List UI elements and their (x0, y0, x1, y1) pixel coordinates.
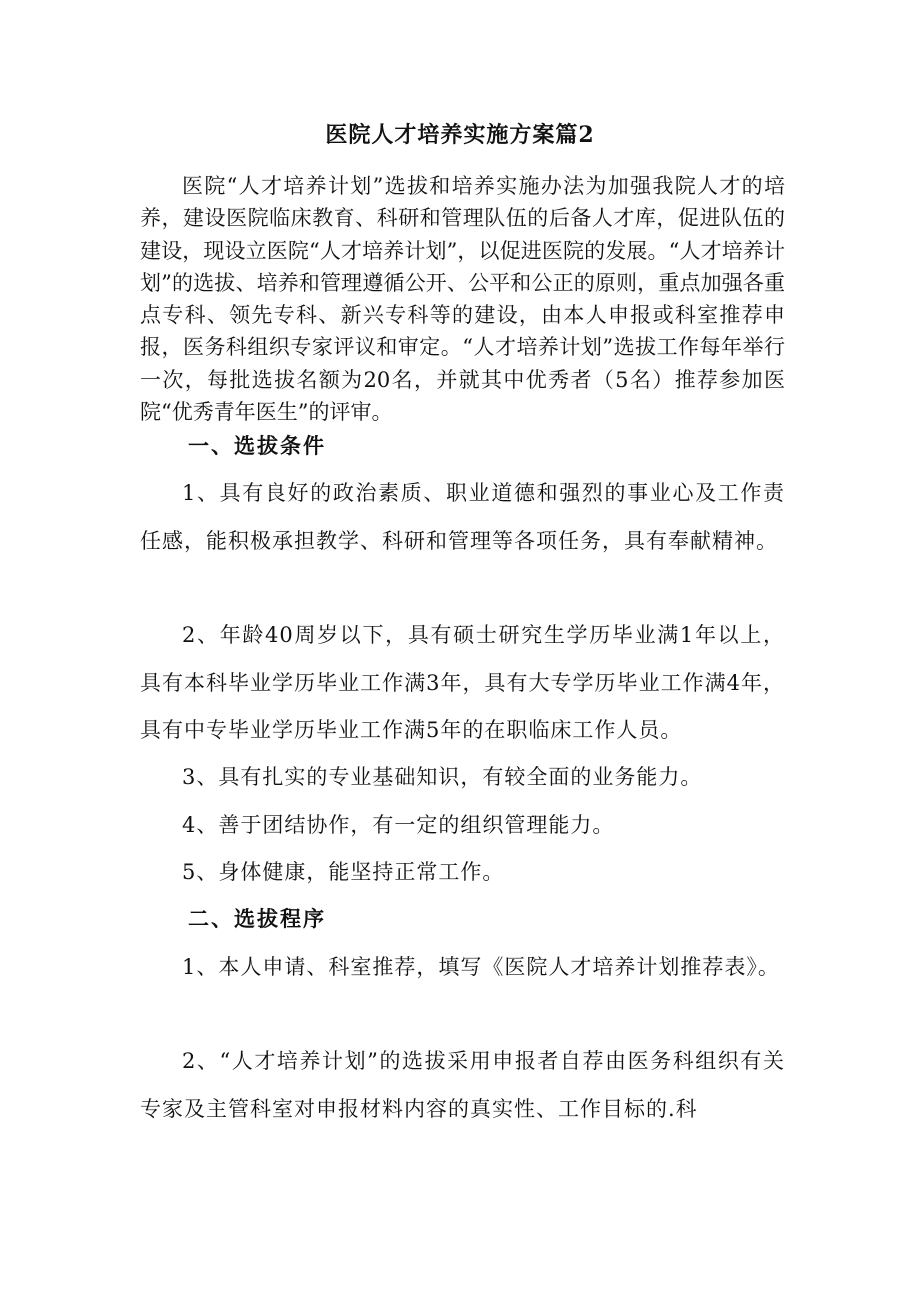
procedure-item-1: 1、本人申请、科室推荐，填写《医院人才培养计划推荐表》。 (182, 955, 780, 979)
criteria-item-2: 2、年龄40周岁以下，具有硕士研究生学历毕业满1年以上，具有本科毕业学历毕业工作满3年，具有大专学历毕业工作满4年，具有中专毕业学历毕业工作满5年的在职临床工作人员。 (140, 623, 785, 742)
document-title: 医院人才培养实施方案篇2 (325, 122, 595, 148)
criteria-item-1: 1、具有良好的政治素质、职业道德和强烈的事业心及工作责任感，能积极承担教学、科研和管理等各项任务，具有奉献精神。 (140, 481, 785, 553)
criteria-item-3: 3、具有扎实的专业基础知识，有较全面的业务能力。 (182, 765, 703, 789)
criteria-item-5: 5、身体健康，能坚持正常工作。 (182, 860, 505, 884)
intro-paragraph: 医院“人才培养计划”选拔和培养实施办法为加强我院人才的培养，建设医院临床教育、科研和管理队伍的后备人才库，促进队伍的建设，现设立医院“人才培养计划”，以促进医院的发展。“人才培养计划”的选拔、培养和管理遵循公开、公平和公正的原则，重点加强各重点专科、领先专科、新兴专科等的建设，由本人申报或科室推荐申报，医务科组织专家评议和审定。“人才培养计划”选拔工作每年举行一次，每批选拔名额为20名，并就其中优秀者（5名）推荐参加医院“优秀青年医生”的评审。 (140, 174, 785, 425)
section-heading-selection-criteria: 一、选拔条件 (188, 433, 326, 458)
procedure-item-2: 2、“人才培养计划”的选拔采用申报者自荐由医务科组织有关专家及主管科室对申报材料内容的真实性、工作目标的.科 (140, 1049, 785, 1121)
section-heading-selection-procedure: 二、选拔程序 (188, 906, 326, 931)
criteria-item-4: 4、善于团结协作，有一定的组织管理能力。 (182, 813, 615, 837)
